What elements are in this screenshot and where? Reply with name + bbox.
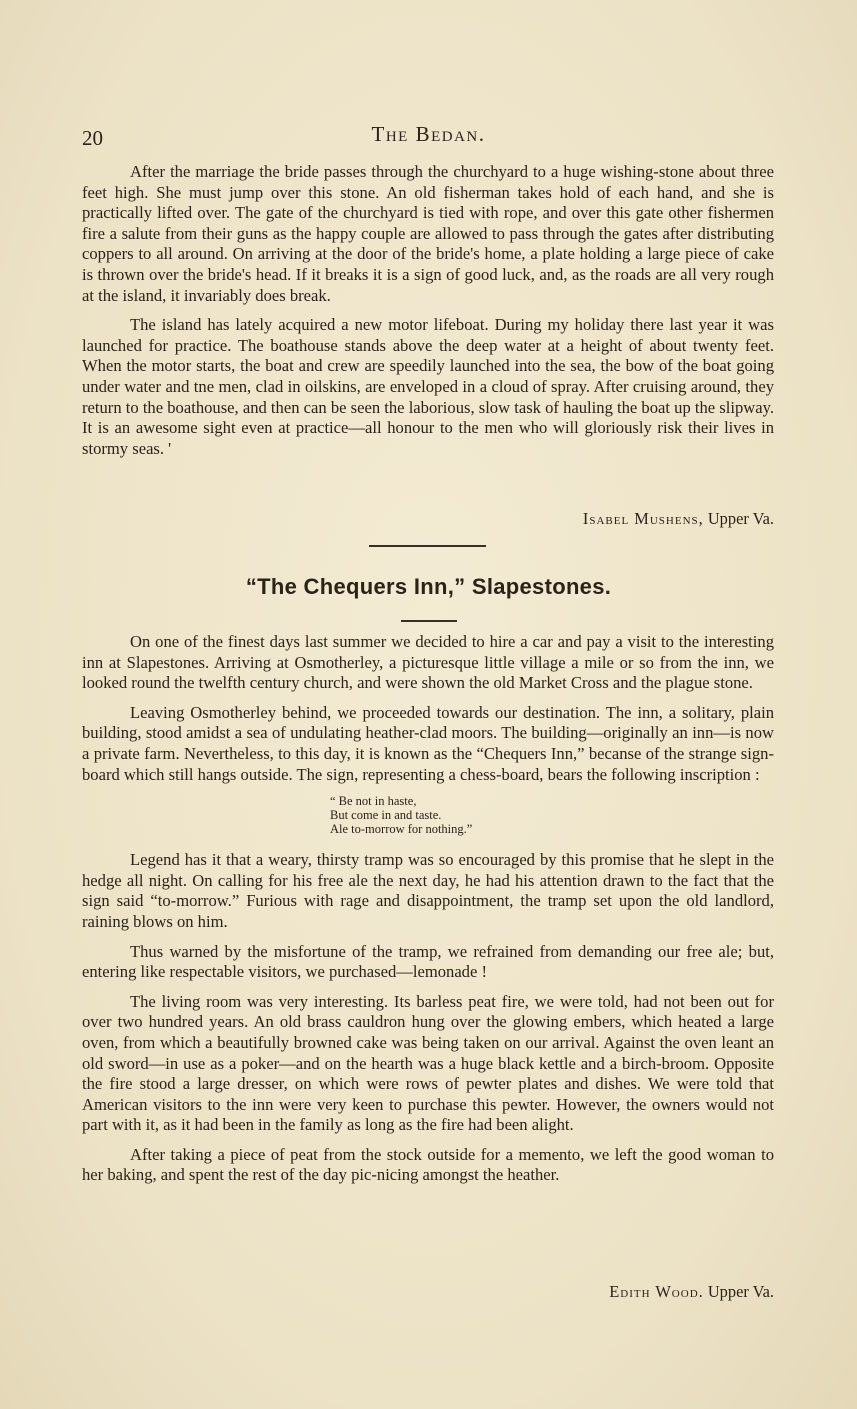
running-title: The Bedan.: [371, 122, 486, 146]
author-form: Upper Va.: [707, 509, 774, 528]
author-name: Isabel Mushens,: [582, 509, 704, 528]
section-divider: [369, 545, 486, 547]
paragraph: The island has lately acquired a new motor lifeboat. During my holiday there last year it was launched for practice. The boathouse stands above the deep water at a height of about twenty feet. When the motor starts, the boat and crew are speedily launched into the sea, the bow of the boat going under water and tne men, clad in oilskins, are enveloped in a cloud of spray. After cruising around, they return to the boathouse, and then can be seen the laborious, slow task of hauling the boat up the slipway. It is an awesome sight even at practice—all honour to the men who will gloriously risk their lives in stormy seas. ': [82, 315, 775, 458]
sign-inscription: [330, 794, 774, 836]
verse-line: Ale to-morrow for nothing.”: [330, 822, 473, 837]
paragraph: The living room was very interesting. Its barless peat fire, we were told, had not been out for over two hundred years. An old brass cauldron hung over the glowing embers, which heated a large oven, from which a beautifully browned cake was being taken on our arrival. Against the oven leant an old sword—in use as a poker—and on the hearth was a huge black kettle and a birch-broom. Opposite the fire stood a large dresser, on which were rows of pewter plates and dishes. We were told that American visitors to the inn were very keen to purchase this pewter. However, the owners would not part with it, as it had been in the family as long as the fire had been alight.: [82, 991, 774, 1135]
verse-line: But come in and taste.: [330, 808, 442, 823]
paragraph: On one of the finest days last summer we decided to hire a car and pay a visit to the interesting inn at Slapestones. Arriving at Osmotherley, a picturesque little village a mile or so from the inn, we looked round the twelfth century church, and were shown the old Market Cross and the plague stone.: [82, 632, 774, 693]
title-underline: [401, 620, 457, 622]
author-signature: [82, 509, 824, 529]
article-chequers-inn: [82, 632, 774, 1195]
paragraph: After the marriage the bride passes through the churchyard to a huge wishing-stone about three feet high. She must jump over this stone. An old fisherman takes hold of each hand, and she is practically lifted over. The gate of the churchyard is tied with rope, and over this gate other fishermen fire a salute from their guns as the happy couple are allowed to pass through the gates after distributing coppers to all around. On arriving at the door of the bride's home, a plate holding a large piece of cake is thrown over the bride's head. If it breaks it is a sign of good luck, and, as the roads are all very rough at the island, it invariably does break.: [82, 162, 774, 305]
author-name: Edith Wood.: [609, 1282, 704, 1301]
paragraph: Legend has it that a weary, thirsty tramp was so encouraged by this promise that he slept in the hedge all night. On calling for his free ale the next day, he had his attention drawn to the fact that the sign said “to-morrow.” Furious with rage and disappointment, the tramp set upon the old landlord, raining blows on him.: [82, 850, 774, 931]
paragraph: After taking a piece of peat from the stock outside for a memento, we left the good woman to her baking, and spent the rest of the day pic-nicing amongst the heather.: [82, 1144, 774, 1185]
paragraph: Thus warned by the misfortune of the tramp, we refrained from demanding our free ale; but, entering like respectable visitors, we purchased—lemonade !: [82, 941, 774, 982]
author-form: Upper Va.: [707, 1282, 774, 1301]
verse-line: “ Be not in haste,: [330, 794, 417, 809]
author-signature: [82, 1282, 824, 1302]
article-title: “The Chequers Inn,” Slapestones.: [245, 574, 612, 599]
page-number: 20: [82, 126, 103, 150]
paragraph: Leaving Osmotherley behind, we proceeded towards our destination. The inn, a solitary, plain building, stood amidst a sea of undulating heather-clad moors. The building—originally an inn—is now a private farm. Nevertheless, to this day, it is known as the “Chequers Inn,” becanse of the strange sign-board which still hangs outside. The sign, representing a chess-board, bears the following inscription :: [82, 702, 774, 784]
page-header: [82, 122, 775, 152]
article-wedding-customs: [82, 162, 774, 468]
